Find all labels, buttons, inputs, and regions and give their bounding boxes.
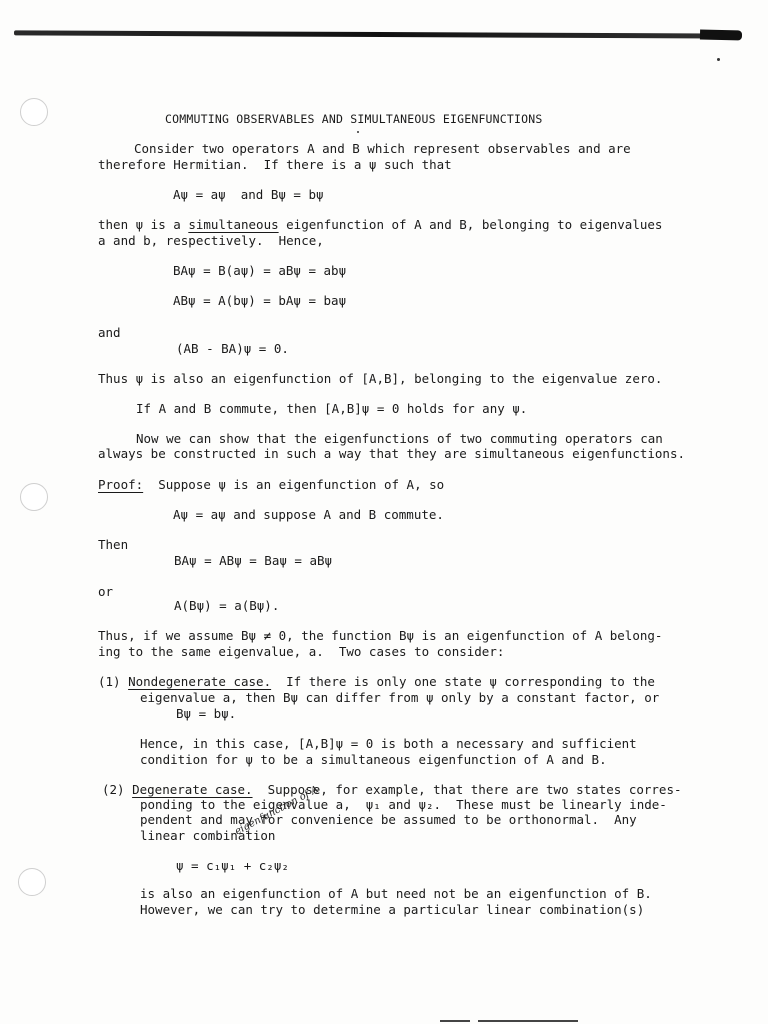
case-1-line-2: eigenvalue a, then Bψ can differ from ψ only by a constant factor, or [140,690,660,705]
document-title: COMMUTING OBSERVABLES AND SIMULTANEOUS EIGENFUNCTIONS [165,112,543,126]
case-1-number: (1) [98,674,129,689]
equation-ab: ABψ = A(bψ) = bAψ = baψ [173,293,347,308]
paragraph-5-line-1: Now we can show that the eigenfunctions of two commuting operators can [136,431,663,446]
scan-edge-bar-tail [700,30,742,41]
paragraph-4: If A and B commute, then [A,B]ψ = 0 holds for any ψ. [136,401,528,416]
equation-linear-combination: ψ = c₁ψ₁ + c₂ψ₂ [176,858,289,873]
scan-edge-bar [14,30,740,38]
underlined-simultaneous: simultaneous [188,217,279,232]
word-then: Then [98,537,129,552]
punch-hole-top [20,98,48,126]
case-1-label: Nondegenerate case. [128,674,272,689]
handwritten-annotation: eigenfunction of A [233,784,321,838]
paragraph-5-line-2: always be constructed in such a way that they are simultaneous eigenfunctions. [98,446,685,461]
paragraph-6-line-1: Thus, if we assume Bψ ≠ 0, the function Bψ is an eigenfunction of A belong- [98,628,663,643]
equation-a-bpsi: A(Bψ) = a(Bψ). [174,598,280,613]
equation-a-eigen: Aψ = aψ and suppose A and B commute. [173,507,444,522]
word-and: and [98,325,121,340]
case-1-equation: Bψ = bψ. [176,706,237,721]
word-or: or [98,584,114,599]
scan-bottom-mark [478,1020,578,1022]
case-1-line-5: condition for ψ to be a simultaneous eigenfunction of A and B. [140,752,607,767]
scan-speck [357,131,359,133]
case-2-line-3: pendent and may for convenience be assumed to be orthonormal. Any [140,812,637,827]
paragraph-2-text-a: then ψ is a [98,217,189,232]
paragraph-2-line-1 [98,217,662,233]
case-2-line-2: ponding to the eigenvalue a, ψ₁ and ψ₂. These must be linearly inde- [140,797,667,812]
case-2-label: Degenerate case. [132,782,253,797]
proof-line [98,477,444,493]
paragraph-1-line-2: therefore Hermitian. If there is a ψ such that [98,157,452,172]
case-1-heading [98,674,655,690]
equation-commutator-zero: (AB - BA)ψ = 0. [176,341,289,356]
punch-hole-bottom [18,868,46,896]
scan-speck [717,58,720,61]
paragraph-6-line-2: ing to the same eigenvalue, a. Two cases to consider: [98,644,505,659]
case-1-line-4: Hence, in this case, [A,B]ψ = 0 is both a necessary and sufficient [140,736,637,751]
equation-bapsi: BAψ = ABψ = Baψ = aBψ [174,553,333,568]
paragraph-2-text-b: eigenfunction of A and B, belonging to eigenvalues [278,217,663,232]
punch-hole-middle [20,483,48,511]
case-2-line-4: linear combination [140,828,276,843]
equation-eigen-a-b: Aψ = aψ and Bψ = bψ [173,187,324,202]
proof-text: Suppose ψ is an eigenfunction of A, so [143,477,445,492]
case-2-line-5: is also an eigenfunction of A but need not be an eigenfunction of B. [140,886,652,901]
case-2-heading [102,782,682,798]
case-2-line-6: However, we can try to determine a particular linear combination(s) [140,902,645,917]
paragraph-2-line-2: a and b, respectively. Hence, [98,233,324,248]
proof-label: Proof: [98,477,144,492]
case-2-number: (2) [102,782,133,797]
scan-bottom-mark [440,1020,470,1022]
paragraph-3: Thus ψ is also an eigenfunction of [A,B], belonging to the eigenvalue zero. [98,371,663,386]
case-2-text: Suppose, for example, that there are two states corres- [252,782,682,797]
paragraph-1-line-1: Consider two operators A and B which represent observables and are [134,141,631,156]
case-1-text: If there is only one state ψ corresponding to the [271,674,655,689]
equation-ba: BAψ = B(aψ) = aBψ = abψ [173,263,347,278]
